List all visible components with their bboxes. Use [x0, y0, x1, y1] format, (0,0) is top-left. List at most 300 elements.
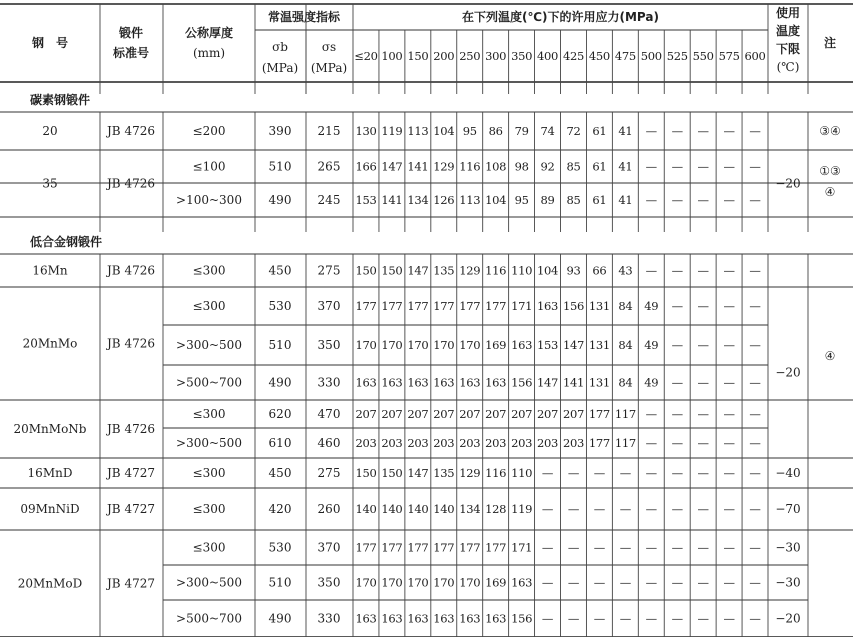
yield-strength: 330 [317, 375, 341, 390]
header-standard: 锻件 [118, 26, 144, 40]
allowable-stress-value: 141 [381, 193, 403, 207]
header-temperature: 500 [640, 49, 662, 63]
grade-name: 20MnMoNb [13, 422, 87, 436]
allowable-stress-value: — [541, 540, 554, 555]
allowable-stress-value: 163 [459, 611, 481, 626]
thickness-range: ≤300 [192, 540, 226, 555]
allowable-stress-value: 153 [537, 338, 559, 352]
allowable-stress-value: 163 [381, 375, 403, 390]
allowable-stress-value: 171 [511, 299, 533, 313]
allowable-stress-value: — [697, 375, 709, 390]
allowable-stress-value: 89 [540, 193, 555, 207]
allowable-stress-value: — [671, 407, 683, 421]
allowable-stress-value: 117 [614, 436, 636, 450]
allowable-stress-value: 135 [433, 466, 455, 480]
header-temperature: 350 [511, 49, 533, 63]
header-standard: 标准号 [112, 46, 150, 60]
allowable-stress-value: — [671, 193, 683, 207]
allowable-stress-value: 163 [407, 611, 429, 626]
min-temp: −30 [775, 540, 801, 555]
allowable-stress-value: 163 [355, 611, 377, 626]
allowable-stress-value: — [749, 436, 761, 450]
allowable-stress-value: 41 [618, 193, 633, 207]
allowable-stress-value: — [645, 436, 657, 450]
allowable-stress-value: 110 [511, 263, 533, 278]
allowable-stress-value: 104 [537, 263, 559, 278]
header-temperature: 300 [485, 49, 507, 63]
allowable-stress-value: 207 [511, 407, 533, 421]
allowable-stress-value: 140 [381, 502, 403, 516]
allowable-stress-value: 141 [562, 375, 584, 390]
allowable-stress-value: 163 [381, 611, 403, 626]
allowable-stress-value: 49 [644, 375, 659, 390]
allowable-stress-value: 104 [485, 193, 507, 207]
allowable-stress-value: — [723, 502, 735, 516]
allowable-stress-value: — [671, 611, 683, 626]
allowable-stress-value: 203 [407, 436, 429, 450]
allowable-stress-value: — [697, 540, 709, 555]
allowable-stress-value: 171 [511, 540, 533, 555]
header-stress-title: 在下列温度(℃)下的许用应力(MPa) [462, 10, 659, 24]
allowable-stress-value: 163 [537, 299, 559, 313]
allowable-stress-value: 177 [433, 299, 455, 313]
allowable-stress-value: 169 [485, 338, 507, 352]
tensile-strength: 610 [268, 436, 292, 450]
allowable-stress-value: 203 [562, 436, 584, 450]
allowable-stress-value: 49 [644, 338, 659, 352]
note: ④ [824, 349, 836, 363]
allowable-stress-value: 203 [433, 436, 455, 450]
allowable-stress-value: — [619, 466, 631, 480]
allowable-stress-value: 170 [355, 338, 377, 352]
allowable-stress-value: — [749, 299, 761, 313]
header-min-temp: (℃) [776, 60, 800, 74]
allowable-stress-value: — [671, 575, 683, 590]
allowable-stress-value: — [671, 436, 683, 450]
grade-name: 20MnMo [22, 336, 78, 351]
allowable-stress-value: — [567, 502, 580, 516]
allowable-stress-value: 163 [355, 375, 377, 390]
allowable-stress-value: 104 [433, 124, 455, 138]
allowable-stress-value: 134 [407, 193, 429, 207]
grade-name: 20MnMoD [17, 576, 83, 591]
allowable-stress-value: 170 [459, 338, 481, 352]
allowable-stress-value: 177 [459, 540, 481, 555]
grade-name: 16Mn [32, 263, 68, 278]
allowable-stress-value: 153 [355, 193, 377, 207]
allowable-stress-value: — [723, 407, 735, 421]
allowable-stress-value: — [645, 263, 657, 278]
thickness-range: ≤300 [192, 299, 226, 313]
tensile-strength: 530 [268, 540, 292, 555]
allowable-stress-value: — [671, 263, 683, 278]
allowable-stress-value: 135 [433, 263, 455, 278]
header-mpa: (MPa) [310, 61, 348, 75]
allowable-stress-value: — [671, 502, 683, 516]
header-min-temp: 温度 [775, 24, 801, 38]
tensile-strength: 510 [268, 159, 292, 174]
allowable-stress-value: 140 [355, 502, 377, 516]
allowable-stress-value: 207 [562, 407, 584, 421]
allowable-stress-value: 49 [644, 299, 659, 313]
allowable-stress-value: — [749, 193, 761, 207]
allowable-stress-value: — [749, 375, 761, 390]
allowable-stress-value: 170 [433, 575, 455, 590]
allowable-stress-value: — [697, 575, 709, 590]
allowable-stress-value: — [697, 611, 709, 626]
allowable-stress-value: — [723, 124, 735, 138]
allowable-stress-value: — [541, 466, 554, 480]
allowable-stress-value: 84 [618, 299, 633, 313]
thickness-range: ≤200 [192, 124, 226, 138]
allowable-stress-value: 113 [459, 193, 481, 207]
thickness-range: >100~300 [176, 193, 242, 207]
header-min-temp: 使用 [775, 6, 801, 20]
allowable-stress-value: 177 [588, 407, 610, 421]
allowable-stress-value: — [567, 466, 580, 480]
min-temp: −20 [775, 365, 801, 380]
header-temperature: 575 [718, 49, 740, 63]
yield-strength: 470 [317, 407, 341, 421]
thickness-range: ≤300 [192, 407, 226, 421]
grade-name: 20 [42, 124, 58, 138]
allowable-stress-value: 61 [592, 193, 607, 207]
allowable-stress-value: 129 [459, 466, 481, 480]
allowable-stress-value: 156 [562, 299, 584, 313]
allowable-stress-value: 140 [407, 502, 429, 516]
allowable-stress-value: — [697, 407, 709, 421]
tensile-strength: 490 [268, 611, 292, 626]
tensile-strength: 620 [268, 407, 292, 421]
allowable-stress-value: 177 [407, 299, 429, 313]
allowable-stress-value: 41 [618, 124, 633, 138]
allowable-stress-value: — [749, 611, 761, 626]
allowable-stress-value: 203 [537, 436, 559, 450]
header-temperature: 425 [562, 49, 584, 63]
allowable-stress-value: 163 [511, 338, 533, 352]
header-thickness: (mm) [192, 46, 226, 60]
allowable-stress-value: 147 [381, 159, 403, 174]
allowable-stress-value: 207 [459, 407, 481, 421]
tensile-strength: 510 [268, 338, 292, 352]
tensile-strength: 390 [268, 124, 292, 138]
yield-strength: 275 [317, 466, 341, 480]
standard-number: JB 4727 [107, 576, 155, 591]
yield-strength: 460 [317, 436, 341, 450]
allowable-stress-value: — [697, 502, 709, 516]
allowable-stress-value: 203 [355, 436, 377, 450]
allowable-stress-value: — [593, 502, 606, 516]
allowable-stress-value: 147 [562, 338, 584, 352]
tensile-strength: 490 [268, 375, 292, 390]
allowable-stress-value: — [645, 159, 657, 174]
allowable-stress-value: 130 [355, 124, 377, 138]
allowable-stress-value: 79 [514, 124, 529, 138]
allowable-stress-value: — [723, 575, 735, 590]
header-sigma-b: σb [272, 40, 288, 54]
allowable-stress-value: — [749, 159, 761, 174]
yield-strength: 350 [317, 338, 341, 352]
allowable-stress-value: 177 [433, 540, 455, 555]
note: ③④ [819, 124, 841, 138]
thickness-range: >500~700 [176, 611, 242, 626]
allowable-stress-value: — [749, 263, 761, 278]
allowable-stress-value: 177 [407, 540, 429, 555]
allowable-stress-value: — [749, 124, 761, 138]
allowable-stress-value: 150 [355, 263, 377, 278]
standard-number: JB 4726 [107, 176, 155, 191]
allowable-stress-value: — [567, 611, 580, 626]
standard-number: JB 4727 [107, 466, 155, 480]
allowable-stress-value: 163 [433, 611, 455, 626]
header-temperature: 475 [614, 49, 636, 63]
allowable-stress-value: 170 [381, 338, 403, 352]
header-sigma-s: σs [321, 40, 337, 54]
tensile-strength: 450 [268, 263, 292, 278]
allowable-stress-value: 116 [485, 263, 507, 278]
allowable-stress-value: — [749, 407, 761, 421]
allowable-stress-value: — [697, 193, 709, 207]
allowable-stress-value: 116 [485, 466, 507, 480]
allowable-stress-value: 170 [407, 338, 429, 352]
header-temperature: 250 [459, 49, 481, 63]
allowable-stress-value: 108 [485, 159, 507, 174]
allowable-stress-value: 85 [566, 159, 581, 174]
grade-name: 16MnD [27, 466, 73, 480]
allowable-stress-value: — [697, 124, 709, 138]
allowable-stress-value: 156 [511, 611, 533, 626]
allowable-stress-value: — [697, 436, 709, 450]
allowable-stress-value: — [723, 540, 735, 555]
allowable-stress-value: — [697, 159, 709, 174]
allowable-stress-value: 85 [566, 193, 581, 207]
allowable-stress-value: 207 [485, 407, 507, 421]
allowable-stress-value: — [645, 407, 657, 421]
allowable-stress-value: — [541, 611, 554, 626]
allowable-stress-value: — [697, 299, 709, 313]
min-temp: −20 [775, 176, 801, 191]
allowable-stress-value: — [749, 338, 761, 352]
allowable-stress-value: 147 [407, 466, 429, 480]
allowable-stress-value: — [723, 466, 735, 480]
allowable-stress-value: — [723, 193, 735, 207]
allowable-stress-value: 207 [433, 407, 455, 421]
allowable-stress-value: — [671, 299, 683, 313]
yield-strength: 370 [317, 299, 341, 313]
allowable-stress-value: — [749, 575, 761, 590]
allowable-stress-value: — [645, 540, 657, 555]
allowable-stress-value: — [645, 611, 657, 626]
header-temperature: 150 [407, 49, 429, 63]
yield-strength: 275 [317, 263, 341, 278]
allowable-stress-value: 61 [592, 159, 607, 174]
standard-number: JB 4726 [107, 336, 155, 351]
section-low-alloy-steel: 低合金钢锻件 [30, 235, 103, 249]
allowable-stress-value: 207 [381, 407, 403, 421]
allowable-stress-value: 156 [511, 375, 533, 390]
allowable-stress-value: — [671, 375, 683, 390]
min-temp: −40 [775, 466, 801, 480]
allowable-stress-value: — [645, 466, 657, 480]
thickness-range: ≤300 [192, 502, 226, 516]
thickness-range: ≤300 [192, 466, 226, 480]
allowable-stress-value: — [723, 263, 735, 278]
allowable-stress-value: 170 [355, 575, 377, 590]
allowable-stress-value: — [749, 502, 761, 516]
allowable-stress-value: — [619, 611, 631, 626]
allowable-stress-value: 131 [588, 299, 610, 313]
allowable-stress-value: — [671, 466, 683, 480]
tensile-strength: 510 [268, 575, 292, 590]
yield-strength: 370 [317, 540, 341, 555]
allowable-stress-value: 43 [618, 263, 633, 278]
allowable-stress-value: 141 [407, 159, 429, 174]
note: ①③ [819, 164, 841, 178]
allowable-stress-value: 86 [488, 124, 503, 138]
allowable-stress-value: 61 [592, 124, 607, 138]
allowable-stress-value: 207 [407, 407, 429, 421]
allowable-stress-value: — [567, 575, 580, 590]
allowable-stress-value: — [723, 338, 735, 352]
allowable-stress-value: 163 [407, 375, 429, 390]
allowable-stress-value: — [567, 540, 580, 555]
allowable-stress-value: 134 [459, 502, 481, 516]
allowable-stress-value: 177 [485, 299, 507, 313]
allowable-stress-value: 203 [485, 436, 507, 450]
allowable-stress-value: — [697, 466, 709, 480]
grade-name: 09MnNiD [20, 502, 80, 516]
allowable-stress-value: 170 [433, 338, 455, 352]
allowable-stress-value: 163 [459, 375, 481, 390]
yield-strength: 330 [317, 611, 341, 626]
allowable-stress-value: 150 [381, 263, 403, 278]
standard-number: JB 4726 [107, 124, 155, 138]
allowable-stress-value: 177 [381, 299, 403, 313]
allowable-stress-value: 170 [381, 575, 403, 590]
allowable-stress-value: — [697, 338, 709, 352]
header-min-temp: 下限 [775, 42, 801, 56]
allowable-stress-value: 203 [381, 436, 403, 450]
yield-strength: 245 [317, 193, 341, 207]
allowable-stress-value: 170 [407, 575, 429, 590]
allowable-stress-value: 131 [588, 338, 610, 352]
allowable-stress-value: 117 [614, 407, 636, 421]
allowable-stress-value: — [697, 263, 709, 278]
header-note: 注 [823, 36, 837, 50]
allowable-stress-value: — [593, 540, 606, 555]
header-mpa: (MPa) [261, 61, 299, 75]
allowable-stress-value: — [645, 502, 657, 516]
standard-number: JB 4726 [107, 422, 155, 436]
allowable-stress-value: 128 [485, 502, 507, 516]
allowable-stress-value: — [671, 159, 683, 174]
allowable-stress-value: 84 [618, 338, 633, 352]
allowable-stress-value: — [671, 124, 683, 138]
allowable-stress-value: 170 [459, 575, 481, 590]
header-temperature: 100 [381, 49, 403, 63]
thickness-range: >300~500 [176, 575, 242, 590]
allowable-stress-value: 129 [459, 263, 481, 278]
standard-number: JB 4726 [107, 263, 155, 278]
header-temperature: 400 [537, 49, 559, 63]
allowable-stress-value: — [723, 436, 735, 450]
header-temperature: 550 [692, 49, 714, 63]
allowable-stress-value: 169 [485, 575, 507, 590]
allowable-stress-value: 129 [433, 159, 455, 174]
min-temp: −20 [775, 611, 801, 626]
section-carbon-steel: 碳素钢锻件 [30, 93, 91, 107]
tensile-strength: 450 [268, 466, 292, 480]
tensile-strength: 420 [268, 502, 292, 516]
allowable-stress-value: 207 [537, 407, 559, 421]
allowable-stress-value: — [593, 575, 606, 590]
yield-strength: 350 [317, 575, 341, 590]
allowable-stress-value: 92 [540, 159, 555, 174]
allowable-stress-value: — [541, 502, 554, 516]
header-temperature: 600 [744, 49, 766, 63]
allowable-stress-value: — [593, 466, 606, 480]
allowable-stress-value: 163 [485, 611, 507, 626]
yield-strength: 215 [317, 124, 341, 138]
allowable-stress-value: 110 [511, 466, 533, 480]
min-temp: −70 [775, 502, 801, 516]
allowable-stress-value: — [723, 159, 735, 174]
standard-number: JB 4727 [107, 502, 155, 516]
thickness-range: ≤300 [192, 263, 226, 278]
allowable-stress-value: — [645, 124, 657, 138]
allowable-stress-value: 126 [433, 193, 455, 207]
allowable-stress-value: 147 [537, 375, 559, 390]
allowable-stress-value: 150 [381, 466, 403, 480]
allowable-stress-value: — [593, 611, 606, 626]
allowable-stress-value: — [671, 338, 683, 352]
allowable-stress-value: — [723, 375, 735, 390]
allowable-stress-value: 119 [511, 502, 533, 516]
header-temperature: 200 [433, 49, 455, 63]
allowable-stress-value: 41 [618, 159, 633, 174]
allowable-stress-value: 119 [381, 124, 403, 138]
thickness-range: ≤100 [192, 159, 226, 174]
grade-name: 35 [42, 176, 58, 191]
tensile-strength: 530 [268, 299, 292, 313]
allowable-stress-value: 163 [485, 375, 507, 390]
allowable-stress-value: 163 [433, 375, 455, 390]
thickness-range: >500~700 [176, 375, 242, 390]
allowable-stress-value: 72 [566, 124, 581, 138]
allowable-stress-value: 147 [407, 263, 429, 278]
allowable-stress-value: — [749, 466, 761, 480]
allowable-stress-value: 177 [485, 540, 507, 555]
allowable-stress-value: 177 [355, 299, 377, 313]
allowable-stress-value: 113 [407, 124, 429, 138]
yield-strength: 265 [317, 159, 341, 174]
allowable-stress-value: 177 [588, 436, 610, 450]
header-strength: 常温强度指标 [267, 10, 341, 24]
header-thickness: 公称厚度 [184, 26, 234, 40]
allowable-stress-value: — [723, 299, 735, 313]
allowable-stress-value: 177 [381, 540, 403, 555]
allowable-stress-value: 116 [459, 159, 481, 174]
allowable-stress-value: 66 [592, 263, 607, 278]
note: ④ [824, 185, 836, 199]
allowable-stress-value: — [645, 193, 657, 207]
allowable-stress-value: — [619, 502, 631, 516]
allowable-stress-value: 203 [459, 436, 481, 450]
allowable-stress-value: 95 [462, 124, 477, 138]
header-temperature: 450 [588, 49, 610, 63]
allowable-stress-value: 177 [355, 540, 377, 555]
min-temp: −30 [775, 575, 801, 590]
